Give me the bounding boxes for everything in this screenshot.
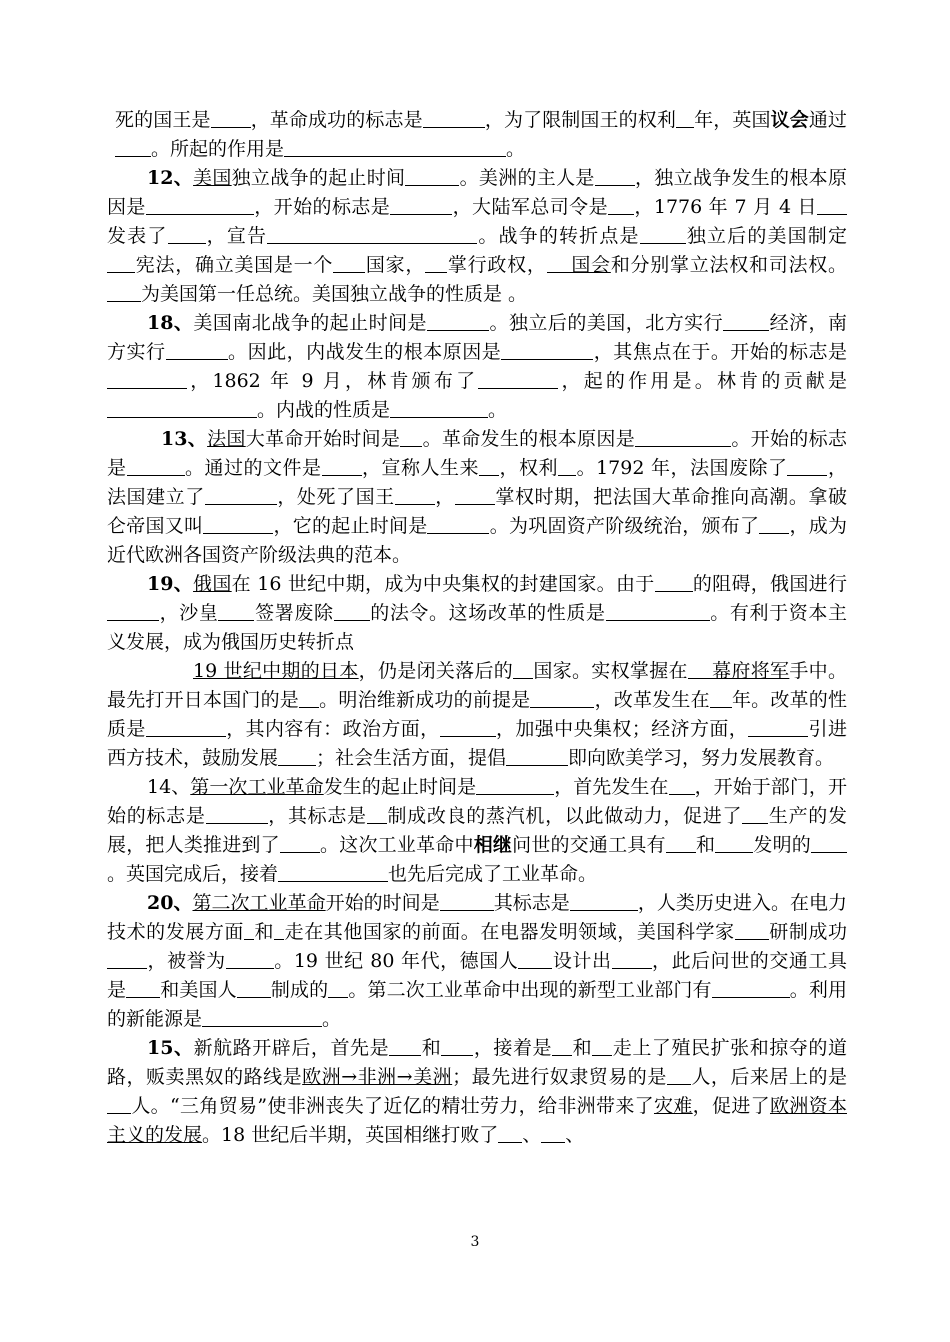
- paragraph-meiji-restoration: 19 世纪中期的日本，仍是闭关落后的 国家。实权掌握在 幕府将军手中。最先打开日本国门的是 。明治维新成功的前提是 ，改革发生在 年。改革的性质是 ，其内容有：政治方面， ，加强中央集权；经济方面， 引进西方技术，鼓励发展 ；社会生活方面，提倡 即向欧美学习，努力发展教育。: [107, 660, 847, 769]
- paragraph-american-civil-war: 18、美国南北战争的起止时间是 。独立后的美国，北方实行 经济，南方实行 。因此，内战发生的根本原因是 ，其焦点在于。开始的标志是，1862 年 9 月，林肯颁布了 ，起的作用是。林肯的贡献是。内战的性质是 。: [107, 312, 847, 421]
- paragraph-english-revolution: 死的国王是 ，革命成功的标志是 ，为了限制国王的权利 年，英国议会通过。所起的作用是 。: [115, 109, 847, 160]
- paragraph-first-industrial-revolution: 14、第一次工业革命发生的起止时间是 ，首先发生在 ，开始于部门，开始的标志是 ，其标志是 制成改良的蒸汽机，以此做动力，促进了 生产的发展，把人类推进到了 。这次工业革命中相继问世的交通工具有 和 发明的。英国完成后，接着 也先后完成了工业革命。: [107, 776, 847, 885]
- page-number: 3: [470, 1234, 480, 1250]
- paragraph-colonial-expansion: 15、新航路开辟后，首先是 和 ，接着是 和 走上了殖民扩张和掠夺的道路，贩卖黑奴的路线是欧洲→非洲→美洲；最先进行奴隶贸易的是 人，后来居上的是人。“三角贸易”使非洲丧失了近亿的精壮劳力，给非洲带来了灾难，促进了欧洲资本主义的发展。18 世纪后半期，英国相继打败了 、 、: [107, 1037, 847, 1146]
- paragraph-american-independence: 12、美国独立战争的起止时间 。美洲的主人是 ，独立战争发生的根本原因是 ，开始的标志是 ，大陆军总司令是 ，1776 年 7 月 4 日发表了 ，宣告 。战争的转折点是 独立后的美国制定宪法，确立美国是一个 国家， 掌行政权， 国会和分别掌立法权和司法权。为美国第一任总统。美国独立战争的性质是 。: [107, 167, 847, 305]
- document-body: [107, 106, 847, 1150]
- paragraph-second-industrial-revolution: 20、第二次工业革命开始的时间是 其标志是 ，人类历史进入。在电力技术的发展方面 和 走在其他国家的前面。在电器发明领域，美国科学家 研制成功，被誉为 。19 世纪 80 年代，德国人 设计出 ，此后问世的交通工具是 和美国人 制成的 。第二次工业革命中出现的新型工业部门有 。利用的新能源是 。: [107, 892, 847, 1030]
- paragraph-russian-reform: 19、俄国在 16 世纪中期，成为中央集权的封建国家。由于 的阻碍，俄国进行，沙皇 签署废除 的法令。这场改革的性质是 。有利于资本主义发展，成为俄国历史转折点: [107, 573, 847, 653]
- paragraph-french-revolution: 13、法国大革命开始时间是 。革命发生的根本原因是 。开始的标志是 。通过的文件是 ，宣称人生来 ，权利 。1792 年，法国废除了 ，法国建立了 ，处死了国王 ， 掌权时期，把法国大革命推向高潮。拿破仑帝国又叫 ，它的起止时间是 。为巩固资产阶级统治，颁布了 ，成为近代欧洲各国资产阶级法典的范本。: [107, 428, 847, 566]
